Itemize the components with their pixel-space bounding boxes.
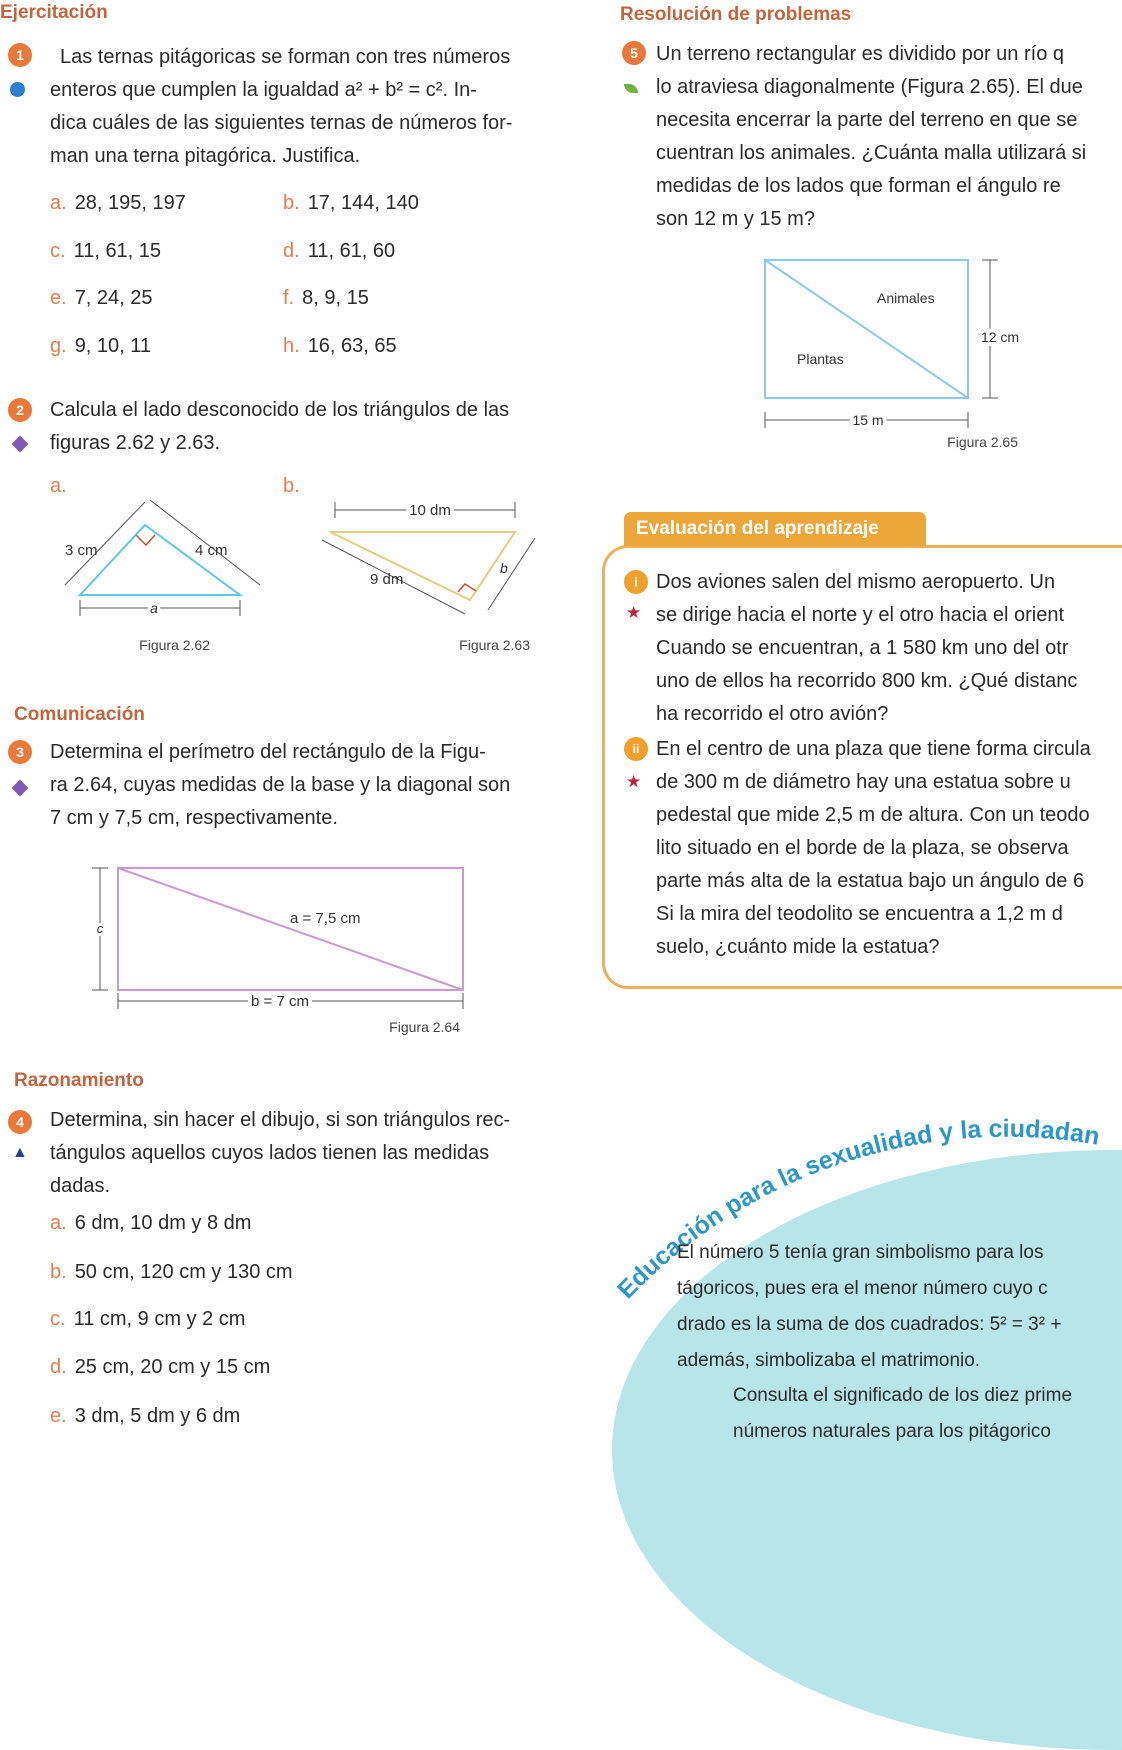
evaluation-i-line: Cuando se encuentran, a 1 580 km uno del otr [656, 637, 1069, 659]
side-label: b [500, 560, 508, 576]
height-label: 12 cm [980, 329, 1020, 345]
option-text: 3 dm, 5 dm y 6 dm [74, 1405, 241, 1427]
consulta-line: Consulta el significado de los diez prime [733, 1385, 1073, 1406]
figure-2-62 [50, 490, 280, 660]
option-letter: h. [283, 335, 300, 357]
exercise-2-line: Calcula el lado desconocido de los triángulos de las [50, 399, 510, 421]
option-letter: c. [50, 1308, 66, 1330]
exercise-number-3: 3 [8, 740, 32, 764]
figure-letter: a. [50, 475, 67, 497]
option-text: 11, 61, 60 [307, 240, 396, 262]
evaluation-ii-line: En el centro de una plaza que tiene forma circula [656, 738, 1091, 760]
base-label: b = 7 cm [251, 993, 309, 1010]
option-text: 6 dm, 10 dm y 8 dm [74, 1212, 252, 1234]
section-header-ejercitacion: Ejercitación [0, 2, 108, 23]
option-text: 28, 195, 197 [74, 192, 186, 214]
option-text: 7, 24, 25 [74, 287, 153, 309]
star-bullet-icon: ★ [626, 772, 642, 791]
option-item [50, 1405, 240, 1428]
exercise-4-line: dadas. [50, 1175, 111, 1197]
exercise-5-line: necesita encerrar la parte del terreno en que se [656, 109, 1078, 131]
exercise-3-text [50, 736, 510, 835]
evaluation-i-line: ha recorrido el otro avión? [656, 703, 889, 725]
option-letter: a. [50, 1212, 67, 1234]
option-text: 50 cm, 120 cm y 130 cm [74, 1261, 293, 1283]
option-letter: b. [50, 1261, 67, 1283]
option-item [50, 240, 161, 263]
figure-caption: Figura 2.64 [389, 1019, 460, 1035]
evaluation-ii-line: de 300 m de diámetro hay una estatua sobre u [656, 771, 1071, 793]
evaluation-number-i: i [624, 570, 648, 594]
option-text: 8, 9, 15 [302, 287, 369, 309]
education-line: drado es la suma de dos cuadrados: 5² = 3² + [677, 1314, 1062, 1335]
education-text [677, 1235, 1061, 1379]
exercise-3-line: Determina el perímetro del rectángulo de la Figu- [50, 741, 486, 763]
evaluation-i-line: se dirige hacia el norte y el otro hacia el orient [656, 604, 1065, 626]
triangle-shape [330, 532, 515, 600]
option-text: 11, 61, 15 [73, 240, 162, 262]
exercise-2-text [50, 394, 509, 460]
diamond-bullet-icon [12, 436, 29, 453]
option-letter: e. [50, 287, 67, 309]
side-label: 10 dm [409, 502, 451, 519]
circle-bullet-icon [10, 82, 25, 97]
exercise-5-line: medidas de los lados que forman el ángulo re [656, 175, 1061, 197]
education-consulta [733, 1378, 1072, 1450]
exercise-2-line: figuras 2.62 y 2.63. [50, 432, 221, 454]
figure-label-b [283, 475, 308, 498]
exercise-4-text [50, 1104, 510, 1203]
side-label: c [96, 921, 104, 936]
evaluation-ii-line: Si la mira del teodolito se encuentra a 1,2 m d [656, 903, 1063, 925]
side-label: 4 cm [195, 542, 228, 559]
right-angle-mark [458, 584, 476, 592]
option-text: 16, 63, 65 [307, 335, 397, 357]
option-letter: c. [50, 240, 66, 262]
option-item [283, 192, 419, 215]
figure-2-64 [80, 860, 480, 1040]
exercise-number-2: 2 [8, 398, 32, 422]
option-letter: e. [50, 1405, 67, 1427]
arc-title-path: Educación para la sexualidad y la ciudadan [612, 1114, 1102, 1305]
consulta-line: números naturales para los pitágorico [733, 1421, 1051, 1442]
evaluation-i-line: uno de ellos ha recorrido 800 km. ¿Qué distanc [656, 670, 1078, 692]
region-label-plantas: Plantas [797, 351, 844, 367]
exercise-5-text [656, 38, 1086, 236]
figure-letter: b. [283, 475, 300, 497]
exercise-3-line: ra 2.64, cuyas medidas de la base y la diagonal son [50, 774, 511, 796]
evaluation-ii-line: lito situado en el borde de la plaza, se observa [656, 837, 1069, 859]
exercise-5-line: son 12 m y 15 m? [656, 208, 815, 230]
star-bullet-icon: ★ [626, 603, 642, 622]
option-item [50, 1212, 251, 1235]
figure-caption: Figura 2.62 [139, 637, 210, 653]
dimension-line [488, 538, 535, 610]
option-letter: d. [283, 240, 300, 262]
option-text: 9, 10, 11 [74, 335, 152, 357]
option-item [50, 1308, 245, 1331]
width-label: 15 m [852, 412, 884, 428]
option-letter: f. [283, 287, 295, 309]
section-header-razonamiento: Razonamiento [14, 1070, 144, 1091]
option-letter: a. [50, 192, 67, 214]
exercise-5-line: Un terreno rectangular es dividido por un río q [656, 43, 1065, 65]
figure-2-65 [750, 250, 1050, 460]
figure-caption: Figura 2.65 [947, 434, 1018, 450]
exercise-number-5: 5 [622, 41, 646, 65]
side-label: 3 cm [65, 542, 98, 559]
figure-caption: Figura 2.63 [459, 637, 530, 653]
education-line: además, simbolizaba el matrimonio. [677, 1350, 981, 1371]
option-item [50, 287, 153, 310]
base-label: a [150, 600, 158, 616]
evaluation-ii-text [656, 733, 1091, 964]
leaf-bullet-icon [624, 84, 638, 93]
evaluation-i-text [656, 566, 1077, 731]
exercise-1-line: dica cuáles de las siguientes ternas de números for- [50, 112, 513, 134]
section-header-comunicacion: Comunicación [14, 704, 145, 725]
evaluation-ii-line: pedestal que mide 2,5 m de altura. Con un teodo [656, 804, 1090, 826]
option-text: 17, 144, 140 [307, 192, 419, 214]
evaluation-i-line: Dos aviones salen del mismo aeropuerto. Un [656, 571, 1056, 593]
option-item [50, 1356, 270, 1379]
option-letter: g. [50, 335, 67, 357]
option-item [283, 240, 395, 263]
option-item [283, 287, 369, 310]
evaluation-ii-line: suelo, ¿cuánto mide la estatua? [656, 936, 940, 958]
exercise-3-line: 7 cm y 7,5 cm, respectivamente. [50, 807, 338, 829]
exercise-1-line: Las ternas pitágoricas se forman con tres números [60, 46, 511, 68]
option-item [50, 192, 186, 215]
evaluation-number-ii: ii [624, 737, 648, 761]
option-text: 11 cm, 9 cm y 2 cm [73, 1308, 246, 1330]
right-angle-mark [136, 535, 155, 545]
diagonal-label: a = 7,5 cm [290, 910, 361, 927]
exercise-4-line: tángulos aquellos cuyos lados tienen las medidas [50, 1142, 490, 1164]
triangle-shape [80, 525, 240, 595]
exercise-5-line: lo atraviesa diagonalmente (Figura 2.65). El due [656, 76, 1083, 98]
exercise-5-line: cuentran los animales. ¿Cuánta malla utilizará si [656, 142, 1087, 164]
option-item [50, 1261, 293, 1284]
exercise-number-4: 4 [8, 1110, 32, 1134]
option-item [50, 335, 151, 358]
diamond-bullet-icon [12, 780, 29, 797]
education-line: tágoricos, pues era el menor número cuyo c [677, 1278, 1048, 1299]
side-label: 9 dm [370, 571, 404, 588]
option-letter: d. [50, 1356, 67, 1378]
river-diagonal [765, 260, 968, 398]
triangle-bullet-icon: ▲ [12, 1144, 28, 1161]
exercise-1-text [50, 41, 512, 173]
option-text: 25 cm, 20 cm y 15 cm [74, 1356, 271, 1378]
exercise-number-1: 1 [8, 43, 32, 67]
option-item [283, 335, 397, 358]
exercise-4-line: Determina, sin hacer el dibujo, si son triángulos rec- [50, 1109, 511, 1131]
evaluation-title: Evaluación del aprendizaje [624, 512, 926, 546]
region-label-animales: Animales [877, 290, 935, 306]
exercise-1-line: man una terna pitagórica. Justifica. [50, 145, 361, 167]
figure-2-63 [310, 492, 550, 662]
education-line: El número 5 tenía gran simbolismo para los [677, 1242, 1044, 1263]
option-letter: b. [283, 192, 300, 214]
evaluation-ii-line: parte más alta de la estatua bajo un ángulo de 6 [656, 870, 1085, 892]
diagonal-line [118, 868, 463, 990]
exercise-1-line: enteros que cumplen la igualdad a² + b² = c². In- [50, 79, 477, 101]
section-header-resolucion: Resolución de problemas [620, 4, 852, 25]
